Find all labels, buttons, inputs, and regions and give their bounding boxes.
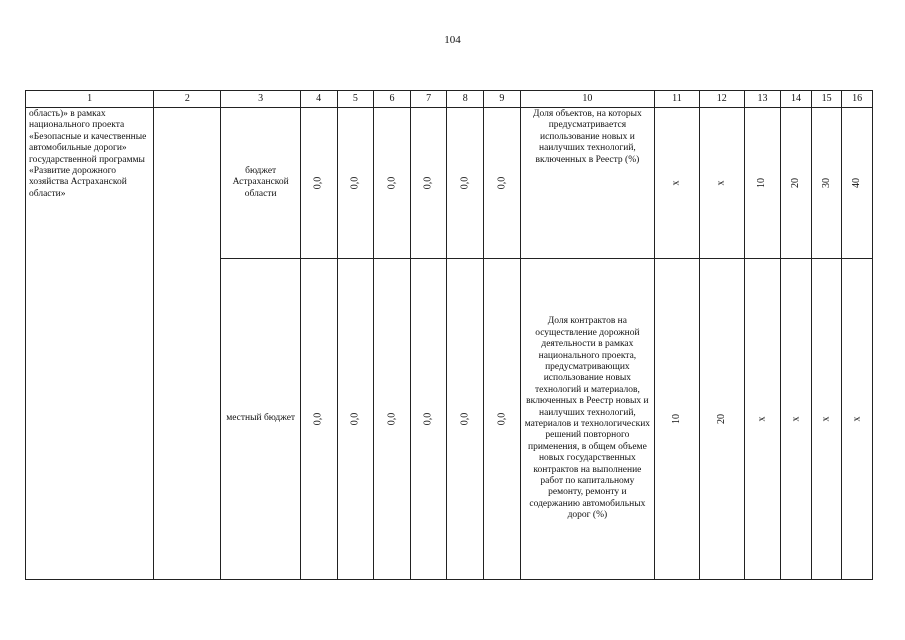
header-cell: 13 [744, 91, 781, 108]
value-cell [374, 259, 411, 580]
budget-source: бюджет Астраханской области [221, 108, 300, 259]
value-cell [484, 259, 521, 580]
value-cell [300, 108, 337, 259]
value-text: 0,0 [312, 176, 324, 190]
header-cell: 14 [781, 91, 812, 108]
value-text: 0,0 [459, 412, 471, 426]
header-cell: 5 [337, 91, 374, 108]
value-cell [300, 259, 337, 580]
target-text: x [670, 180, 682, 186]
value-text: 0,0 [349, 412, 361, 426]
target-text: x [790, 416, 802, 422]
value-text: 0,0 [495, 412, 507, 426]
value-cell [337, 108, 374, 259]
target-cell [781, 108, 812, 259]
header-cell: 16 [842, 91, 873, 108]
target-text: x [756, 416, 768, 422]
target-cell [842, 259, 873, 580]
header-cell: 9 [484, 91, 521, 108]
target-cell [655, 108, 700, 259]
target-cell [781, 259, 812, 580]
value-cell [447, 259, 484, 580]
value-cell [337, 259, 374, 580]
header-cell: 7 [410, 91, 447, 108]
header-cell: 1 [26, 91, 154, 108]
value-text: 0,0 [422, 412, 434, 426]
target-text: 20 [790, 177, 802, 188]
target-text: 40 [851, 177, 863, 188]
target-cell [699, 259, 744, 580]
value-text: 0,0 [385, 412, 397, 426]
header-cell: 3 [221, 91, 300, 108]
header-cell: 6 [374, 91, 411, 108]
header-row [26, 91, 873, 108]
value-cell [447, 108, 484, 259]
target-text: x [715, 180, 727, 186]
target-cell [744, 259, 781, 580]
target-cell [744, 108, 781, 259]
target-text: x [851, 416, 863, 422]
value-cell [410, 108, 447, 259]
header-cell: 15 [811, 91, 842, 108]
value-text: 0,0 [422, 176, 434, 190]
header-cell: 10 [520, 91, 654, 108]
indicator-description: Доля объектов, на которых предусматривается использование новых и наилучших технологий, включенных в Реестр (%) [520, 108, 654, 259]
value-cell [484, 108, 521, 259]
target-cell [811, 108, 842, 259]
budget-source: местный бюджет [221, 259, 300, 580]
header-cell: 8 [447, 91, 484, 108]
value-text: 0,0 [349, 176, 361, 190]
header-cell: 12 [699, 91, 744, 108]
header-cell: 4 [300, 91, 337, 108]
target-text: 10 [670, 413, 682, 424]
target-text: x [820, 416, 832, 422]
target-text: 30 [820, 177, 832, 188]
target-cell [842, 108, 873, 259]
header-cell: 2 [154, 91, 221, 108]
value-cell [374, 108, 411, 259]
indicator-description: Доля контрактов на осуществление дорожной деятельности в рамках национального проекта, предусматривающих использование новых технологий и материалов, включенных в Реестр новых и наилучших технологий, материалов и технологических решений повторного применения, в общем объеме новых государственных контрактов на выполнение работ по капитальному ремонту, ремонту и содержанию автомобильных дорог (%) [520, 259, 654, 580]
target-text: 10 [756, 177, 768, 188]
table-row [26, 108, 873, 259]
value-text: 0,0 [385, 176, 397, 190]
value-text: 0,0 [312, 412, 324, 426]
program-table [25, 90, 873, 580]
page-number: 104 [444, 34, 461, 46]
value-text: 0,0 [459, 176, 471, 190]
target-text: 20 [715, 413, 727, 424]
header-cell: 11 [655, 91, 700, 108]
target-cell [655, 259, 700, 580]
target-cell [811, 259, 842, 580]
value-text: 0,0 [495, 176, 507, 190]
value-cell [410, 259, 447, 580]
target-cell [699, 108, 744, 259]
column-2-cell [154, 108, 221, 580]
program-description: область)» в рамках национального проекта «Безопасные и качественные автомобильные дороги» государственной программы «Развитие дорожного хозяйства Астраханской области» [26, 108, 154, 580]
